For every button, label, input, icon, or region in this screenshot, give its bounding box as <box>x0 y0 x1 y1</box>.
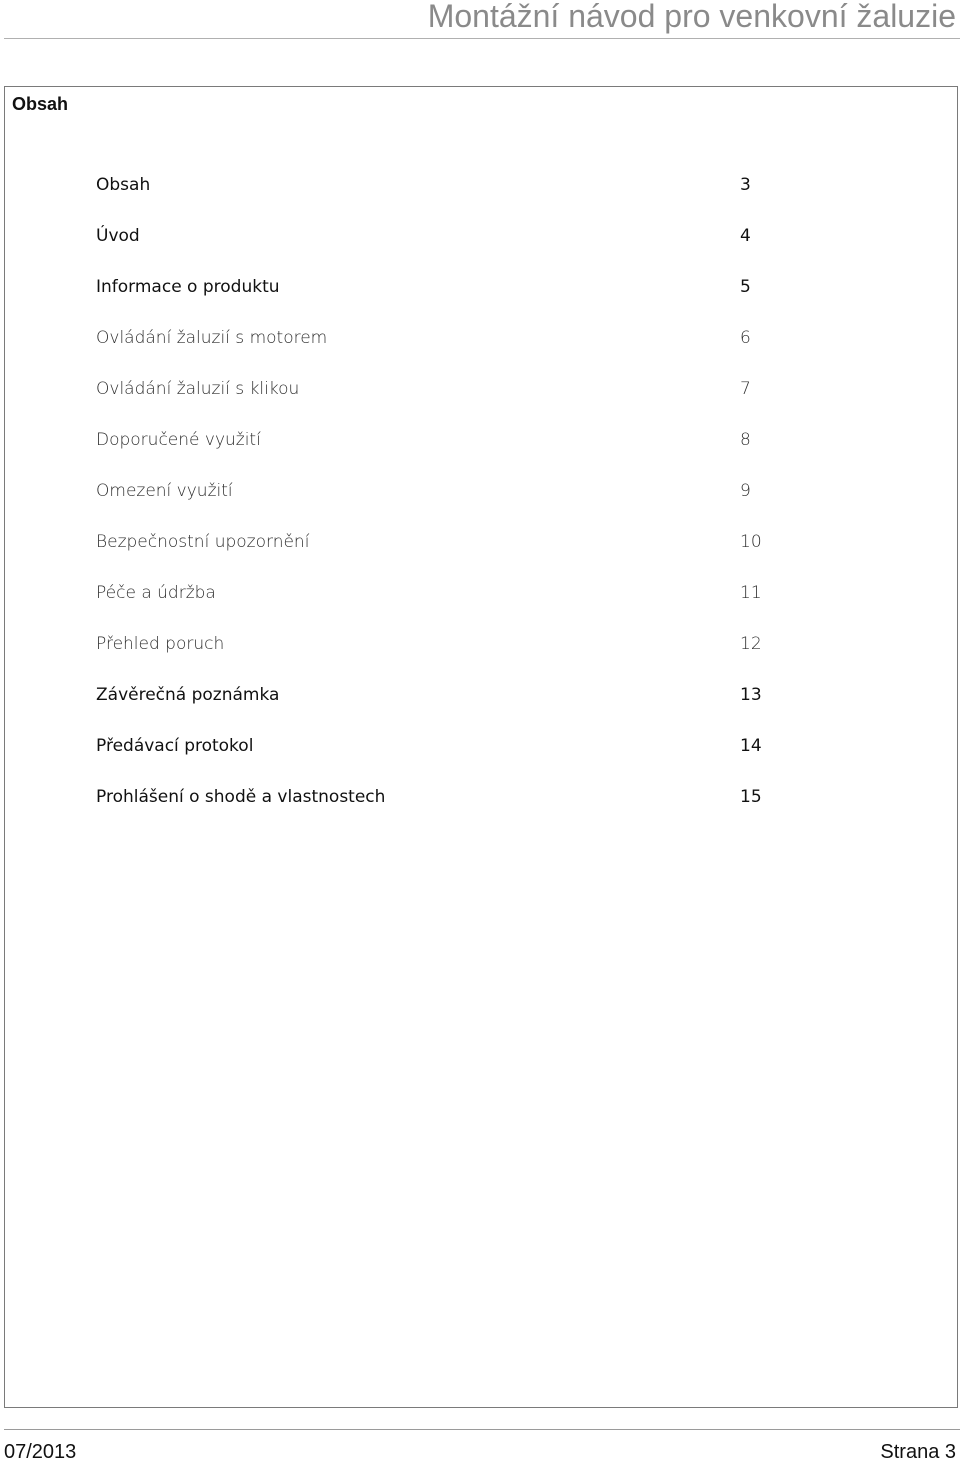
toc-entry-page: 8 <box>740 430 751 450</box>
document-title: Montážní návod pro venkovní žaluzie <box>427 0 956 34</box>
toc-entry-page: 4 <box>740 226 751 246</box>
toc-entry-page: 7 <box>740 379 751 399</box>
footer-divider <box>4 1429 960 1430</box>
toc-entry-page: 9 <box>740 481 751 501</box>
toc-entry-page: 14 <box>740 736 762 756</box>
toc-entry[interactable] <box>96 379 786 430</box>
toc-entry[interactable] <box>96 532 786 583</box>
toc-entry[interactable] <box>96 175 786 226</box>
toc-entry-page: 15 <box>740 787 762 807</box>
toc-entry-page: 5 <box>740 277 751 297</box>
toc-entry-label: Přehled poruch <box>96 634 225 654</box>
toc-entry-page: 6 <box>740 328 751 348</box>
section-heading: Obsah <box>12 94 69 114</box>
toc-entry-page: 3 <box>740 175 751 195</box>
toc-entry[interactable] <box>96 736 786 787</box>
toc-entry-label: Péče a údržba <box>96 583 216 603</box>
toc-entry[interactable] <box>96 583 786 634</box>
toc-entry-label: Ovládání žaluzií s klikou <box>96 379 300 399</box>
toc-entry[interactable] <box>96 685 786 736</box>
content-frame <box>4 86 958 1408</box>
footer-date: 07/2013 <box>4 1441 77 1463</box>
footer-page-number: Strana 3 <box>880 1441 956 1463</box>
toc-entry[interactable] <box>96 430 786 481</box>
toc-entry[interactable] <box>96 634 786 685</box>
toc-entry-label: Omezení využití <box>96 481 233 501</box>
toc-entry-label: Závěrečná poznámka <box>96 685 280 705</box>
toc-entry-label: Informace o produktu <box>96 277 280 297</box>
table-of-contents <box>96 175 786 838</box>
toc-entry[interactable] <box>96 277 786 328</box>
title-divider <box>4 38 960 39</box>
toc-entry-label: Obsah <box>96 175 151 195</box>
toc-entry[interactable] <box>96 226 786 277</box>
toc-entry-label: Úvod <box>96 226 140 246</box>
toc-entry-page: 13 <box>740 685 762 705</box>
toc-entry-label: Doporučené využití <box>96 430 261 450</box>
toc-entry-page: 11 <box>740 583 762 603</box>
toc-entry[interactable] <box>96 328 786 379</box>
toc-entry-page: 10 <box>740 532 762 552</box>
toc-entry-label: Předávací protokol <box>96 736 254 756</box>
toc-entry[interactable] <box>96 481 786 532</box>
toc-entry-label: Prohlášení o shodě a vlastnostech <box>96 787 386 807</box>
toc-entry-label: Bezpečnostní upozornění <box>96 532 310 552</box>
toc-entry-page: 12 <box>740 634 762 654</box>
toc-entry[interactable] <box>96 787 786 838</box>
toc-entry-label: Ovládání žaluzií s motorem <box>96 328 328 348</box>
